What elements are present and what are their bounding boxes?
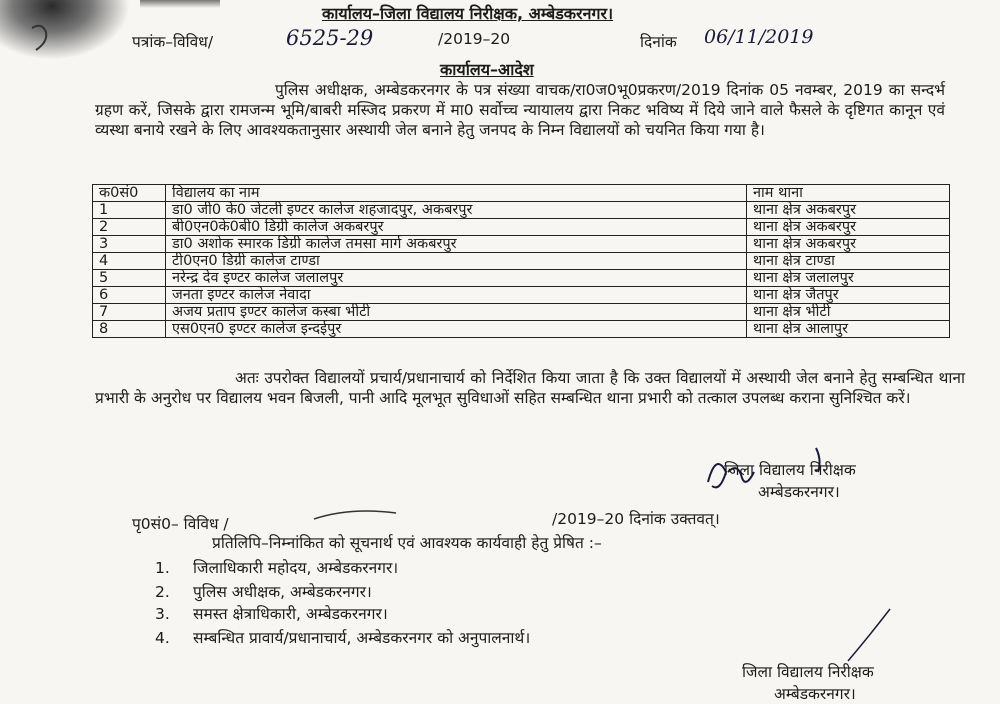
table-row	[93, 321, 950, 338]
table-header-row	[93, 185, 950, 202]
recipient-num: 2.	[155, 583, 170, 601]
cell-serial: 6	[93, 287, 166, 304]
recipient-num: 4.	[155, 629, 170, 647]
table-row	[93, 253, 950, 270]
cell-school: अजय प्रताप इण्टर कालेज कस्बा भीटी	[166, 304, 747, 321]
cell-station: थाना क्षेत्र आलापुर	[747, 321, 950, 338]
signature-1-designation: जिला विद्यालय निरीक्षक	[724, 461, 856, 479]
cell-station: थाना क्षेत्र टाण्डा	[747, 253, 950, 270]
recipient-num: 3.	[155, 605, 170, 623]
recipient-num: 1.	[155, 559, 170, 577]
cell-school: डा0 अशोक स्मारक डिग्री कालेज तमसा मार्ग अकबरपुर	[166, 236, 747, 253]
date-handwritten: 06/11/2019	[704, 26, 814, 48]
margin-mark	[28, 22, 52, 54]
ref-scribble	[310, 505, 400, 525]
schools-table	[92, 184, 950, 338]
endorsement-ref-tail: /2019–20 दिनांक उक्तवत्।	[552, 510, 720, 528]
header-serial: क0सं0	[93, 185, 166, 202]
signature-2	[840, 605, 900, 665]
cell-serial: 8	[93, 321, 166, 338]
signature-1-place: अम्बेडकरनगर।	[758, 483, 840, 501]
recipient-text: समस्त क्षेत्राधिकारी, अम्बेडकरनगर।	[193, 605, 388, 623]
recipient-text: सम्बन्धित प्रावार्य/प्रधानाचार्य, अम्बेडकरनगर को अनुपालनार्थ।	[193, 629, 531, 647]
cell-station: थाना क्षेत्र भीटी	[747, 304, 950, 321]
intro-paragraph: पुलिस अधीक्षक, अम्बेडकरनगर के पत्र संख्या वाचक/रा0ज0भू0प्रकरण/2019 दिनांक 05 नवम्बर, 2019 का सन्दर्भ ग्रहण करें, जिसके द्वारा रामजन्म भूमि/बाबरी मस्जिद प्रकरण में मा0 सर्वोच्च न्यायालय द्वारा निकट भविष्य में दिये जाने वाले फैसले के दृष्टिगत कानून एवं व्यस्था बनाये रखने के लिए आवश्यकतानुसार अस्थायी जेल बनाने हेतु जनपद के निम्न विद्यालयों को चयनित किया गया है।	[95, 81, 945, 139]
cell-station: थाना क्षेत्र अकबरपुर	[747, 202, 950, 219]
table-row	[93, 304, 950, 321]
ref-year: /2019–20	[438, 30, 511, 48]
cell-serial: 1	[93, 202, 166, 219]
table-row	[93, 219, 950, 236]
recipient-text: जिलाधिकारी महोदय, अम्बेडकरनगर।	[193, 559, 399, 577]
table-row	[93, 270, 950, 287]
recipient-item	[155, 626, 530, 648]
cell-serial: 2	[93, 219, 166, 236]
cell-school: जनता इण्टर कालेज नेवादा	[166, 287, 747, 304]
recipient-text: पुलिस अधीक्षक, अम्बेडकरनगर।	[193, 583, 372, 601]
recipient-item	[155, 580, 372, 602]
cell-serial: 7	[93, 304, 166, 321]
cell-school: बी0एन0के0बी0 डिग्री कालेज अकबरपुर	[166, 219, 747, 236]
table-row	[93, 236, 950, 253]
office-title: कार्यालय–जिला विद्यालय निरीक्षक, अम्बेडकरनगर।	[322, 4, 614, 23]
scan-shadow	[0, 0, 130, 60]
header-school-name: विद्यालय का नाम	[166, 185, 747, 202]
cell-station: थाना क्षेत्र जलालपुर	[747, 270, 950, 287]
header-police-station: नाम थाना	[747, 185, 950, 202]
cell-school: एस0एन0 इण्टर कालेज इन्दईपुर	[166, 321, 747, 338]
cell-school: टी0एन0 डिग्री कालेज टाण्डा	[166, 253, 747, 270]
endorsement-ref-label: पृ0सं0– विविध /	[132, 515, 229, 533]
cell-station: थाना क्षेत्र अकबरपुर	[747, 236, 950, 253]
cell-school: डा0 जी0 के0 जेटली इण्टर कालेज शहजादपुर, अकबरपुर	[166, 202, 747, 219]
cell-serial: 4	[93, 253, 166, 270]
date-label: दिनांक	[640, 33, 677, 51]
recipient-item	[155, 556, 398, 578]
cell-serial: 3	[93, 236, 166, 253]
table-row	[93, 202, 950, 219]
signature-2-designation: जिला विद्यालय निरीक्षक	[742, 663, 874, 681]
instruction-paragraph: अतः उपरोक्त विद्यालयों प्रचार्य/प्रधानाचार्य को निर्देशित किया जाता है कि उक्त विद्यालयों में अस्थायी जेल बनाने हेतु सम्बन्धित थाना प्रभारी के अनुरोध पर विद्यालय भवन बिजली, पानी आदि मूलभूत सुविधाओं सहित सम्बन्धित थाना प्रभारी को तत्काल उपलब्ध कराना सुनिश्चित करें।	[95, 369, 965, 407]
order-heading: कार्यालय–आदेश	[440, 60, 534, 79]
cell-station: थाना क्षेत्र जैतपुर	[747, 287, 950, 304]
cell-serial: 5	[93, 270, 166, 287]
copy-intro: प्रतिलिपि–निम्नांकित को सूचनार्थ एवं आवश्यक कार्यवाही हेतु प्रेषित :–	[212, 534, 602, 552]
ref-label: पत्रांक–विविध/	[132, 33, 214, 51]
ref-number-handwritten: 6525-29	[286, 26, 374, 50]
table-row	[93, 287, 950, 304]
cell-school: नरेन्द्र देव इण्टर कालेज जलालपुर	[166, 270, 747, 287]
cell-station: थाना क्षेत्र अकबरपुर	[747, 219, 950, 236]
recipient-item	[155, 602, 388, 624]
signature-2-place: अम्बेडकरनगर।	[774, 685, 856, 703]
scan-shadow-edge	[140, 0, 220, 8]
